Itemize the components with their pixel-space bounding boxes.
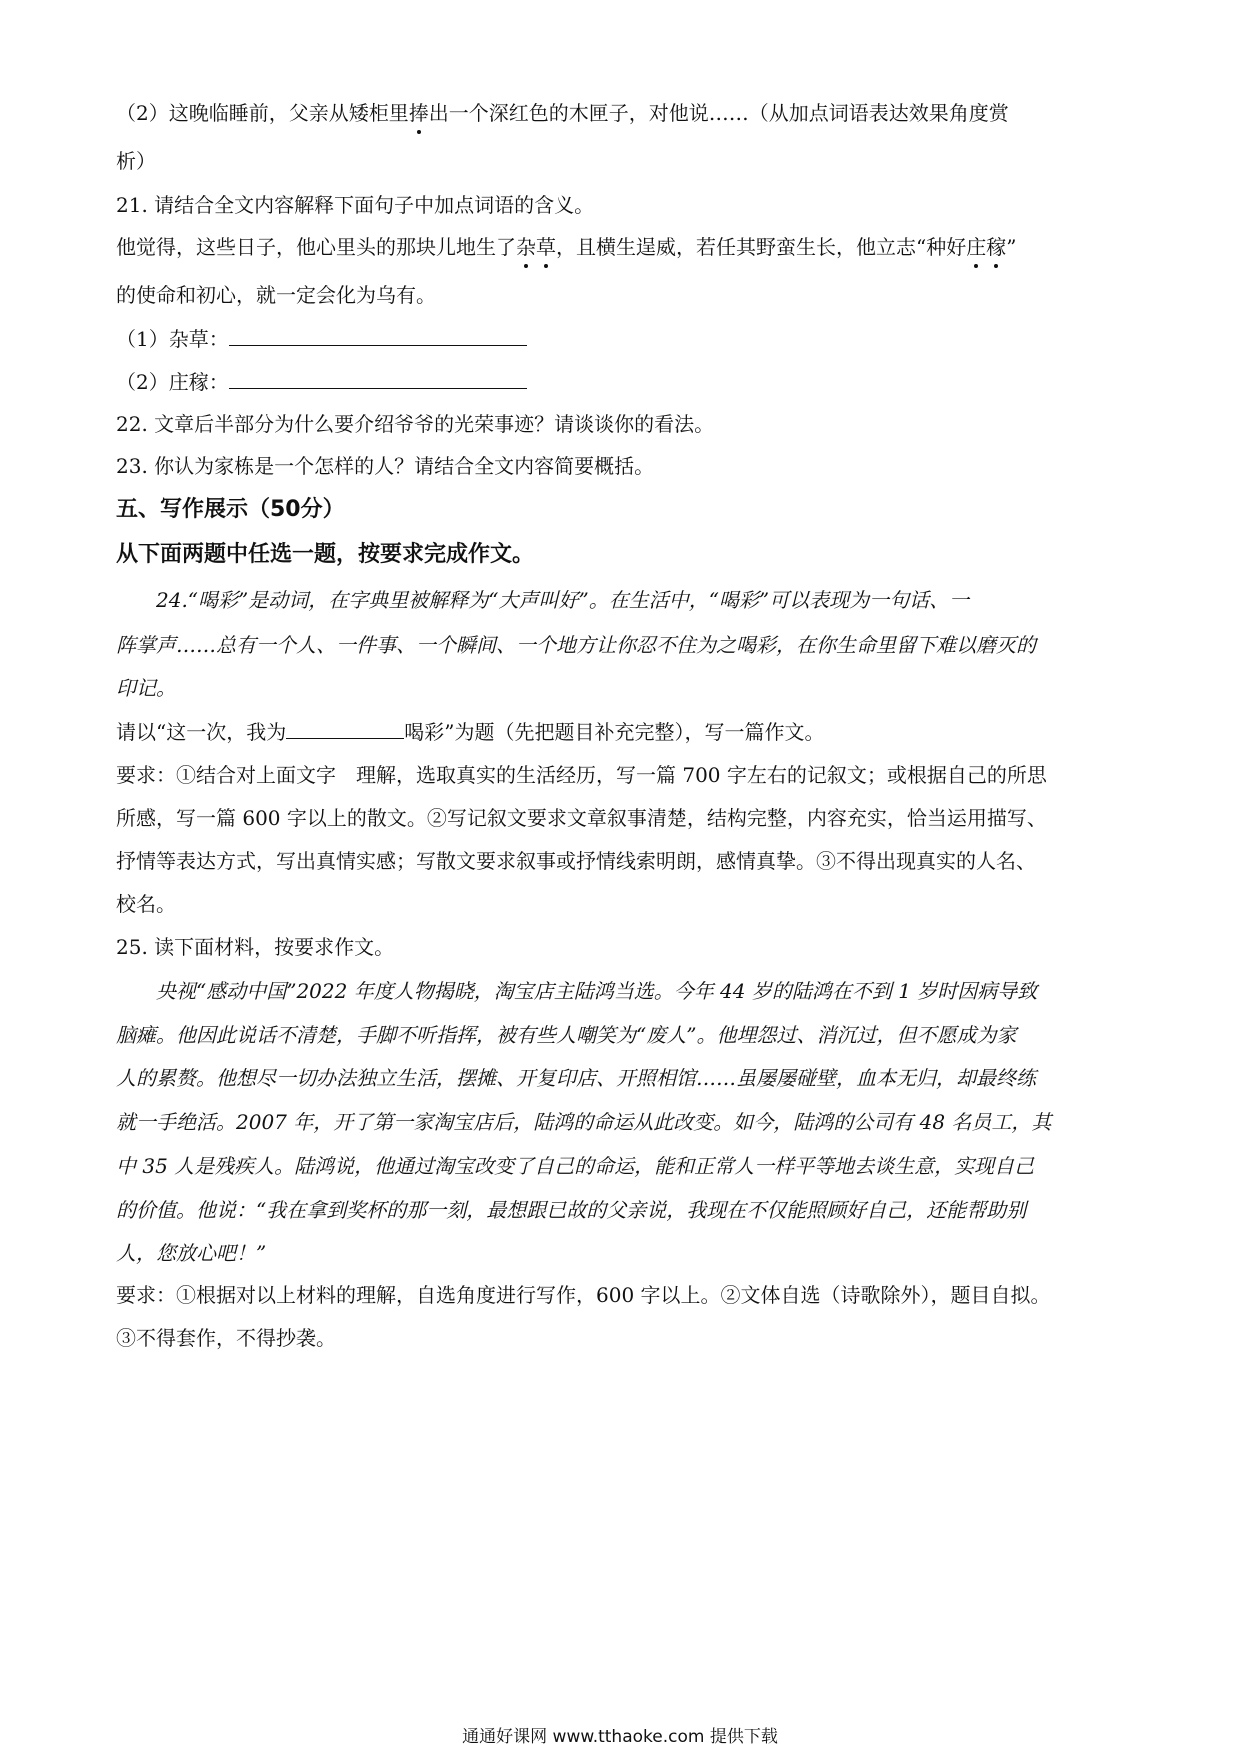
q21-sentence-line2: 的使命和初心，就一定会化为乌有。 bbox=[116, 283, 436, 307]
section5-instruction: 从下面两题中任选一题，按要求完成作文。 bbox=[116, 542, 535, 567]
q25-prompt: 25. 读下面材料，按要求作文。 bbox=[116, 935, 395, 959]
answer-blank-zhuangjia[interactable] bbox=[229, 366, 527, 389]
q25-material-line2: 脑瘫。他因此说话不清楚，手脚不听指挥，被有些人嘲笑为“废人”。他埋怨过、消沉过，但不愿成为家 bbox=[116, 1023, 1017, 1047]
text-segment: ，且横生逞威，若任其野蛮生长，他立志“种好 bbox=[556, 235, 967, 259]
dotted-word-zacao: 杂草 bbox=[516, 235, 556, 259]
q23-prompt: 23. 你认为家栋是一个怎样的人？请结合全文内容简要概括。 bbox=[116, 454, 655, 478]
q20-2-line1 bbox=[116, 98, 1124, 128]
q21-prompt: 21. 请结合全文内容解释下面句子中加点词语的含义。 bbox=[116, 193, 595, 217]
text-segment: 出一个深红色的木匣子，对他说……（从加点词语表达效果角度赏 bbox=[428, 101, 1009, 125]
item-label: （1）杂草： bbox=[116, 327, 229, 351]
answer-blank-zacao[interactable] bbox=[229, 323, 527, 346]
q25-material-line6: 的价值。他说：“我在拿到奖杯的那一刻，最想跟已故的父亲说，我现在不仅能照顾好自己，还能帮助别 bbox=[116, 1198, 1027, 1222]
q24-line3: 印记。 bbox=[116, 676, 176, 700]
q24-line2: 阵掌声……总有一个人、一件事、一个瞬间、一个地方让你忍不住为之喝彩，在你生命里留下难以磨灭的 bbox=[116, 633, 1036, 657]
q25-req-line2: ③不得套作，不得抄袭。 bbox=[116, 1326, 336, 1350]
q25-material-line3: 人的累赘。他想尽一切办法独立生活，摆摊、开复印店、开照相馆……虽屡屡碰壁，血本无归，却最终练 bbox=[116, 1066, 1036, 1090]
section5-title: 五、写作展示（50分） bbox=[116, 497, 345, 522]
q25-material-line7: 人，您放心吧！” bbox=[116, 1241, 267, 1265]
q24-line1: 24.“喝彩”是动词，在字典里被解释为“大声叫好”。在生活中，“喝彩”可以表现为一句话、一 bbox=[156, 588, 970, 612]
dotted-word-zhuangjia: 庄稼 bbox=[966, 235, 1006, 259]
text-segment: （2）这晚临睡前，父亲从矮柜里 bbox=[116, 101, 409, 125]
q24-req-line4: 校名。 bbox=[116, 892, 176, 916]
q25-material-line4: 就一手绝活。2007 年，开了第一家淘宝店后，陆鸿的命运从此改变。如今，陆鸿的公司有 48 名员工，其 bbox=[116, 1110, 1052, 1134]
q20-2-line2: 析） bbox=[116, 149, 156, 173]
q22-prompt: 22. 文章后半部分为什么要介绍爷爷的光荣事迹？请谈谈你的看法。 bbox=[116, 412, 715, 436]
q24-req-line2: 所感，写一篇 600 字以上的散文。②写记叙文要求文章叙事清楚，结构完整，内容充实，恰当运用描写、 bbox=[116, 806, 1047, 830]
q24-req-line1: 要求：①结合对上面文字 理解，选取真实的生活经历，写一篇 700 字左右的记叙文；或根据自己的所思 bbox=[116, 763, 1047, 787]
dotted-word: 捧 bbox=[409, 98, 429, 128]
q25-material-line1: 央视“感动中国”2022 年度人物揭晓，淘宝店主陆鸿当选。今年 44 岁的陆鸿在不到 1 岁时因病导致 bbox=[156, 979, 1038, 1003]
q24-req-line3: 抒情等表达方式，写出真情实感；写散文要求叙事或抒情线索明朗，感情真挚。③不得出现真实的人名、 bbox=[116, 849, 1036, 873]
q25-material-line5: 中 35 人是残疾人。陆鸿说，他通过淘宝改变了自己的命运，能和正常人一样平等地去谈生意，实现自己 bbox=[116, 1154, 1035, 1178]
text-segment: 请以“这一次，我为 bbox=[116, 720, 287, 744]
text-segment: 他觉得，这些日子，他心里头的那块儿地生了 bbox=[116, 235, 516, 259]
q24-title-line bbox=[116, 716, 1124, 747]
item-label: （2）庄稼： bbox=[116, 370, 229, 394]
title-blank[interactable] bbox=[286, 716, 404, 739]
text-segment: 喝彩”为题（先把题目补充完整），写一篇作文。 bbox=[404, 720, 825, 744]
q21-sentence-line1 bbox=[116, 232, 1124, 262]
text-segment: ” bbox=[1006, 235, 1017, 259]
page-footer: 通通好课网 www.tthaoke.com 提供下载 bbox=[462, 1727, 778, 1747]
q21-item1 bbox=[116, 323, 1124, 354]
q25-req-line1: 要求：①根据对以上材料的理解，自选角度进行写作，600 字以上。②文体自选（诗歌除外），题目自拟。 bbox=[116, 1283, 1051, 1307]
q21-item2 bbox=[116, 366, 1124, 397]
